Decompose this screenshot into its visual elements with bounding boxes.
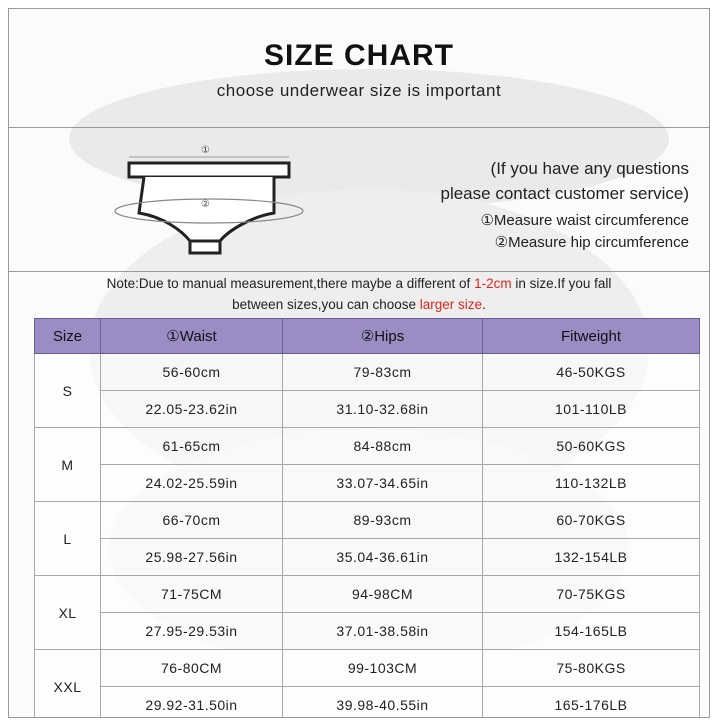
table-row (35, 687, 700, 719)
table-cell: 94-98CM (283, 576, 483, 613)
table-row (35, 354, 700, 391)
questions-line-2: please contact customer service) (440, 184, 689, 203)
table-cell: 71-75CM (101, 576, 283, 613)
table-cell: 35.04-36.61in (283, 539, 483, 576)
note-highlight-larger: larger size (419, 297, 483, 312)
size-label: L (35, 502, 101, 576)
size-label: M (35, 428, 101, 502)
table-row (35, 502, 700, 539)
size-label: XXL (35, 650, 101, 719)
note-text-d: . (482, 297, 486, 312)
table-cell: 70-75KGS (483, 576, 700, 613)
measure-waist-text: ①Measure waist circumference (480, 212, 689, 229)
size-label: S (35, 354, 101, 428)
size-chart-card (8, 8, 710, 718)
note-section (9, 271, 709, 317)
table-cell: 101-110LB (483, 391, 700, 428)
measure-hip-text: ②Measure hip circumference (494, 234, 689, 251)
table-header-row (35, 319, 700, 354)
table-cell: 110-132LB (483, 465, 700, 502)
table-cell: 61-65cm (101, 428, 283, 465)
note-line-1 (9, 273, 709, 294)
table-cell: 37.01-38.58in (283, 613, 483, 650)
measurement-diagram-section (9, 127, 709, 272)
table-row (35, 465, 700, 502)
note-line-2 (9, 294, 709, 315)
table-cell: 89-93cm (283, 502, 483, 539)
header-waist: ①Waist (101, 319, 283, 354)
table-row (35, 428, 700, 465)
table-row (35, 576, 700, 613)
table-cell: 46-50KGS (483, 354, 700, 391)
table-cell: 154-165LB (483, 613, 700, 650)
header-fitweight: Fitweight (483, 319, 700, 354)
table-row (35, 391, 700, 428)
size-label: XL (35, 576, 101, 650)
table-cell: 39.98-40.55in (283, 687, 483, 719)
table-cell: 66-70cm (101, 502, 283, 539)
table-cell: 24.02-25.59in (101, 465, 283, 502)
note-text-a: Note:Due to manual measurement,there maybe a different of (106, 276, 475, 291)
table-cell: 165-176LB (483, 687, 700, 719)
table-cell: 22.05-23.62in (101, 391, 283, 428)
table-cell: 79-83cm (283, 354, 483, 391)
brief-diagram-icon (109, 141, 309, 259)
table-row (35, 613, 700, 650)
title-section (9, 9, 709, 128)
questions-line-1: (If you have any questions (490, 159, 689, 178)
hip-marker: ② (201, 199, 210, 210)
page-title: SIZE CHART (264, 39, 454, 72)
page-subtitle: choose underwear size is important (216, 81, 502, 100)
table-cell: 76-80CM (101, 650, 283, 687)
table-cell: 27.95-29.53in (101, 613, 283, 650)
table-cell: 33.07-34.65in (283, 465, 483, 502)
table-cell: 60-70KGS (483, 502, 700, 539)
table-row (35, 650, 700, 687)
table-cell: 29.92-31.50in (101, 687, 283, 719)
size-table (34, 318, 700, 718)
table-cell: 50-60KGS (483, 428, 700, 465)
note-text-c: between sizes,you can choose (232, 297, 420, 312)
table-cell: 75-80KGS (483, 650, 700, 687)
table-cell: 25.98-27.56in (101, 539, 283, 576)
waist-marker: ① (201, 145, 210, 156)
note-text-b: in size.If you fall (511, 276, 612, 291)
table-row (35, 539, 700, 576)
table-cell: 99-103CM (283, 650, 483, 687)
table-cell: 56-60cm (101, 354, 283, 391)
header-hips: ②Hips (283, 319, 483, 354)
note-highlight-tolerance: 1-2cm (474, 276, 512, 291)
table-cell: 132-154LB (483, 539, 700, 576)
table-cell: 84-88cm (283, 428, 483, 465)
table-cell: 31.10-32.68in (283, 391, 483, 428)
header-size: Size (35, 319, 101, 354)
